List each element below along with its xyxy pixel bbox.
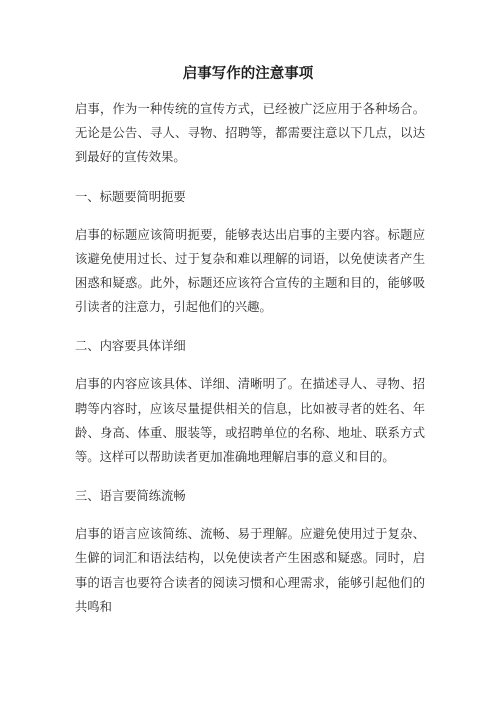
section-heading-2: 二、内容要具体详细 bbox=[75, 339, 186, 354]
section-paragraph-2: 启事的内容应该具体、详细、清晰明了。在描述寻人、寻物、招聘等内容时，应该尽量提供相关的信息，比如被寻者的姓名、年龄、身高、体重、服装等，或招聘单位的名称、地址、联系方式等。这样可以帮助读者更加准确地理解启事的意义和目的。 bbox=[75, 377, 425, 465]
document-title: 启事写作的注意事项 bbox=[182, 66, 314, 82]
section-heading-1: 一、标题要简明扼要 bbox=[75, 189, 186, 204]
document-body bbox=[75, 97, 425, 634]
section-paragraph-1: 启事的标题应该简明扼要，能够表达出启事的主要内容。标题应该避免使用过长、过于复杂和难以理解的词语，以免使读者产生困惑和疑惑。此外，标题还应该符合宣传的主题和目的，能够吸引读者的注意力，引起他们的兴趣。 bbox=[75, 227, 425, 315]
intro-paragraph: 启事，作为一种传统的宣传方式，已经被广泛应用于各种场合。无论是公告、寻人、寻物、招聘等，都需要注意以下几点，以达到最好的宣传效果。 bbox=[75, 102, 425, 165]
section-paragraph-3: 启事的语言应该简练、流畅、易于理解。应避免使用过于复杂、生僻的词汇和语法结构，以免使读者产生困惑和疑惑。同时，启事的语言也要符合读者的阅读习惯和心理需求，能够引起他们的共鸣和 bbox=[75, 527, 425, 614]
section-heading-3: 三、语言要简练流畅 bbox=[75, 489, 186, 504]
